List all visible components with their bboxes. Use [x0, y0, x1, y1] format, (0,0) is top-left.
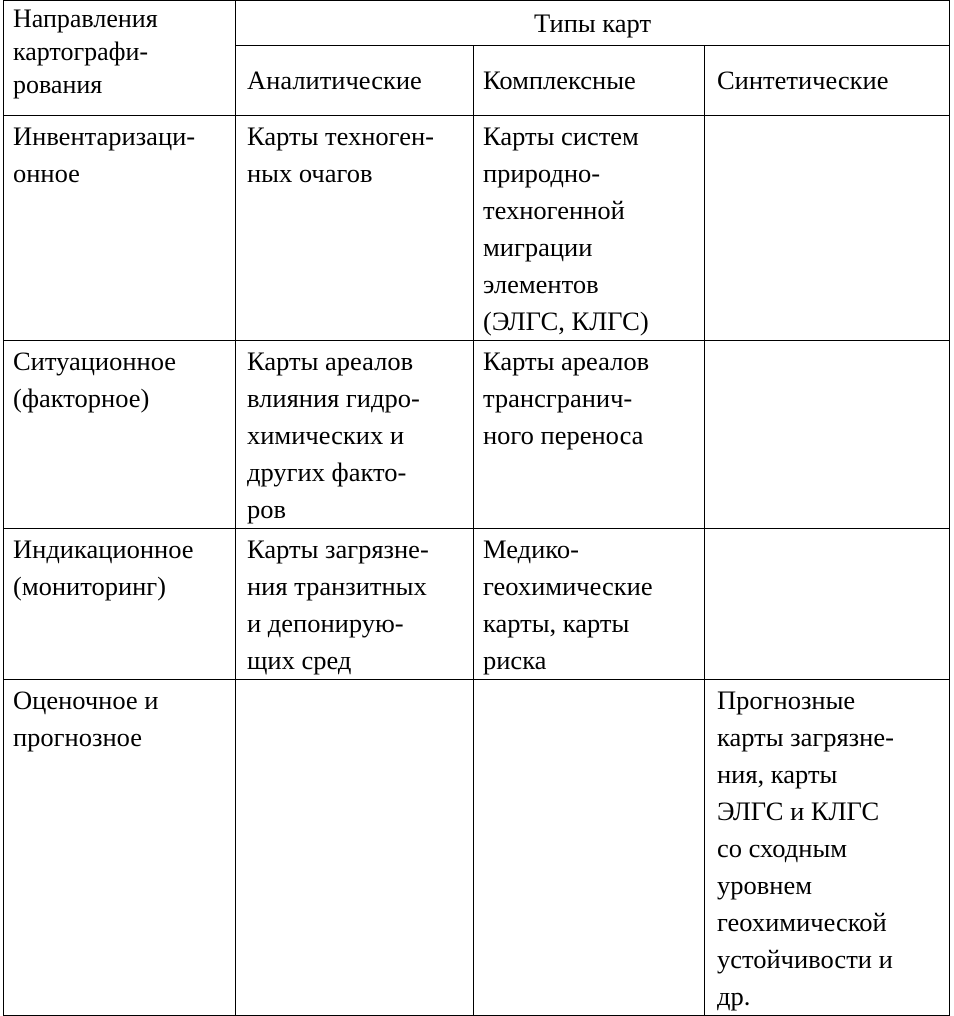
table-row — [4, 529, 950, 680]
complex-text: Медико- геохимические карты, карты риска — [483, 534, 653, 675]
complex-cell — [474, 341, 705, 529]
analytic-text: Карты техноген- ных очагов — [247, 121, 434, 188]
corner-header-text: Направления картографи- рования — [13, 4, 158, 99]
synthetic-text: Прогнозные карты загрязне- ния, карты ЭЛГС и КЛГС со сходным уровнем геохимической устойчивости и др. — [717, 685, 894, 1011]
analytic-cell — [236, 116, 474, 341]
corner-header-cell — [4, 1, 236, 116]
direction-cell — [4, 341, 236, 529]
analytic-cell — [236, 680, 474, 1016]
synthetic-cell — [705, 680, 950, 1016]
synthetic-text — [705, 116, 949, 118]
synthetic-cell — [705, 529, 950, 680]
analytic-text: Карты ареалов влияния гидро- химических и других факто- ров — [247, 346, 420, 524]
complex-text: Карты ареалов трансгранич- ного переноса — [483, 346, 650, 450]
complex-cell — [474, 116, 705, 341]
analytic-cell — [236, 341, 474, 529]
map-types-table — [3, 0, 950, 1016]
analytic-cell — [236, 529, 474, 680]
group-header-text: Типы карт — [533, 8, 652, 38]
direction-text: Индикационное (мониторинг) — [13, 534, 194, 601]
direction-cell — [4, 529, 236, 680]
analytic-text — [236, 680, 473, 682]
table-row — [4, 680, 950, 1016]
subheader-synthetic — [705, 46, 950, 116]
subheader-analytic — [236, 46, 474, 116]
table-row — [4, 341, 950, 529]
complex-cell — [474, 680, 705, 1016]
direction-text: Ситуационное (факторное) — [13, 346, 177, 413]
subheader-synthetic-text: Синтетические — [717, 65, 889, 95]
subheader-complex — [474, 46, 705, 116]
complex-text: Карты систем природно- техногенной миграции элементов (ЭЛГС, КЛГС) — [483, 121, 649, 336]
complex-text — [474, 680, 704, 682]
synthetic-text — [705, 529, 949, 531]
complex-cell — [474, 529, 705, 680]
direction-cell — [4, 116, 236, 341]
subheader-complex-text: Комплексные — [483, 65, 636, 95]
synthetic-cell — [705, 341, 950, 529]
analytic-text: Карты загрязне- ния транзитных и депонирую- щих сред — [247, 534, 429, 675]
direction-text: Инвентаризаци- онное — [13, 121, 196, 188]
synthetic-cell — [705, 116, 950, 341]
subheader-analytic-text: Аналитические — [247, 65, 422, 95]
header-row-top — [4, 1, 950, 46]
direction-text: Оценочное и прогнозное — [13, 685, 159, 752]
group-header-cell — [236, 1, 950, 46]
table-row — [4, 116, 950, 341]
synthetic-text — [705, 341, 949, 343]
direction-cell — [4, 680, 236, 1016]
